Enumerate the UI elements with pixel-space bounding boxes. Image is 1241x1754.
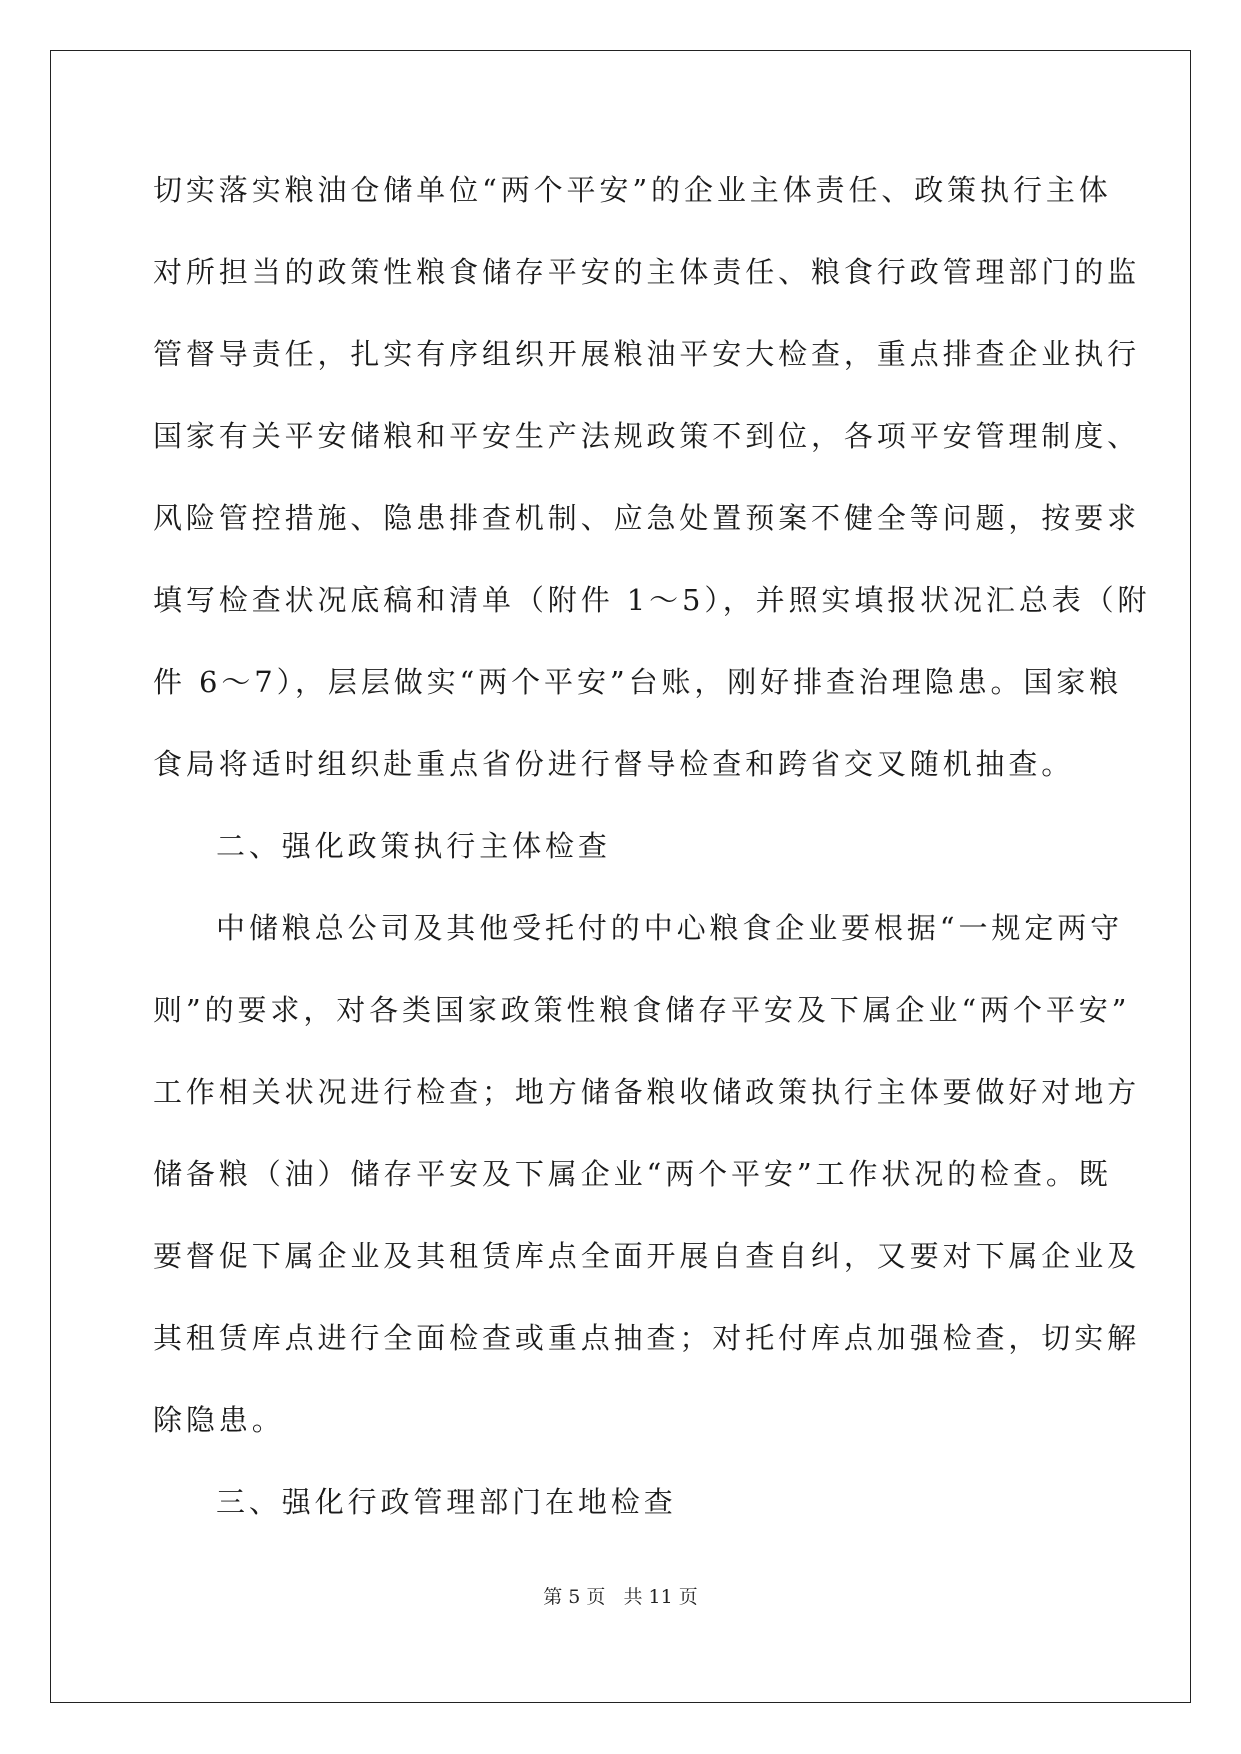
page-number: 第 5 页 xyxy=(543,1586,606,1608)
body-line: 储备粮（油）储存平安及下属企业“两个平安”工作状况的检查。既 xyxy=(153,1157,1112,1191)
body-line: 工作相关状况进行检查；地方储备粮收储政策执行主体要做好对地方 xyxy=(153,1075,1141,1109)
page-footer xyxy=(0,1582,1241,1609)
body-line: 风险管控措施、隐患排查机制、应急处置预案不健全等问题，按要求 xyxy=(153,501,1141,535)
page-total: 共 11 页 xyxy=(623,1586,698,1608)
body-line: 填写检查状况底稿和清单（附件 1～5），并照实填报状况汇总表（附 xyxy=(153,583,1151,617)
body-line: 其租赁库点进行全面检查或重点抽查；对托付库点加强检查，切实解 xyxy=(153,1321,1141,1355)
document-body xyxy=(153,160,1151,1554)
body-line: 则”的要求，对各类国家政策性粮食储存平安及下属企业“两个平安” xyxy=(153,993,1131,1027)
body-line: 管督导责任，扎实有序组织开展粮油平安大检查，重点排查企业执行 xyxy=(153,337,1141,371)
body-line: 件 6～7），层层做实“两个平安”台账，刚好排查治理隐患。国家粮 xyxy=(153,665,1123,699)
body-line: 对所担当的政策性粮食储存平安的主体责任、粮食行政管理部门的监 xyxy=(153,255,1141,289)
section-heading: 三、强化行政管理部门在地检查 xyxy=(216,1485,677,1519)
body-line: 要督促下属企业及其租赁库点全面开展自查自纠，又要对下属企业及 xyxy=(153,1239,1141,1273)
body-line: 除隐患。 xyxy=(153,1403,285,1437)
body-line: 食局将适时组织赴重点省份进行督导检查和跨省交叉随机抽查。 xyxy=(153,747,1075,781)
body-line: 中储粮总公司及其他受托付的中心粮食企业要根据“一规定两守 xyxy=(216,911,1124,945)
section-heading: 二、强化政策执行主体检查 xyxy=(216,829,611,863)
body-line: 国家有关平安储粮和平安生产法规政策不到位，各项平安管理制度、 xyxy=(153,419,1141,453)
body-line: 切实落实粮油仓储单位“两个平安”的企业主体责任、政策执行主体 xyxy=(153,173,1112,207)
